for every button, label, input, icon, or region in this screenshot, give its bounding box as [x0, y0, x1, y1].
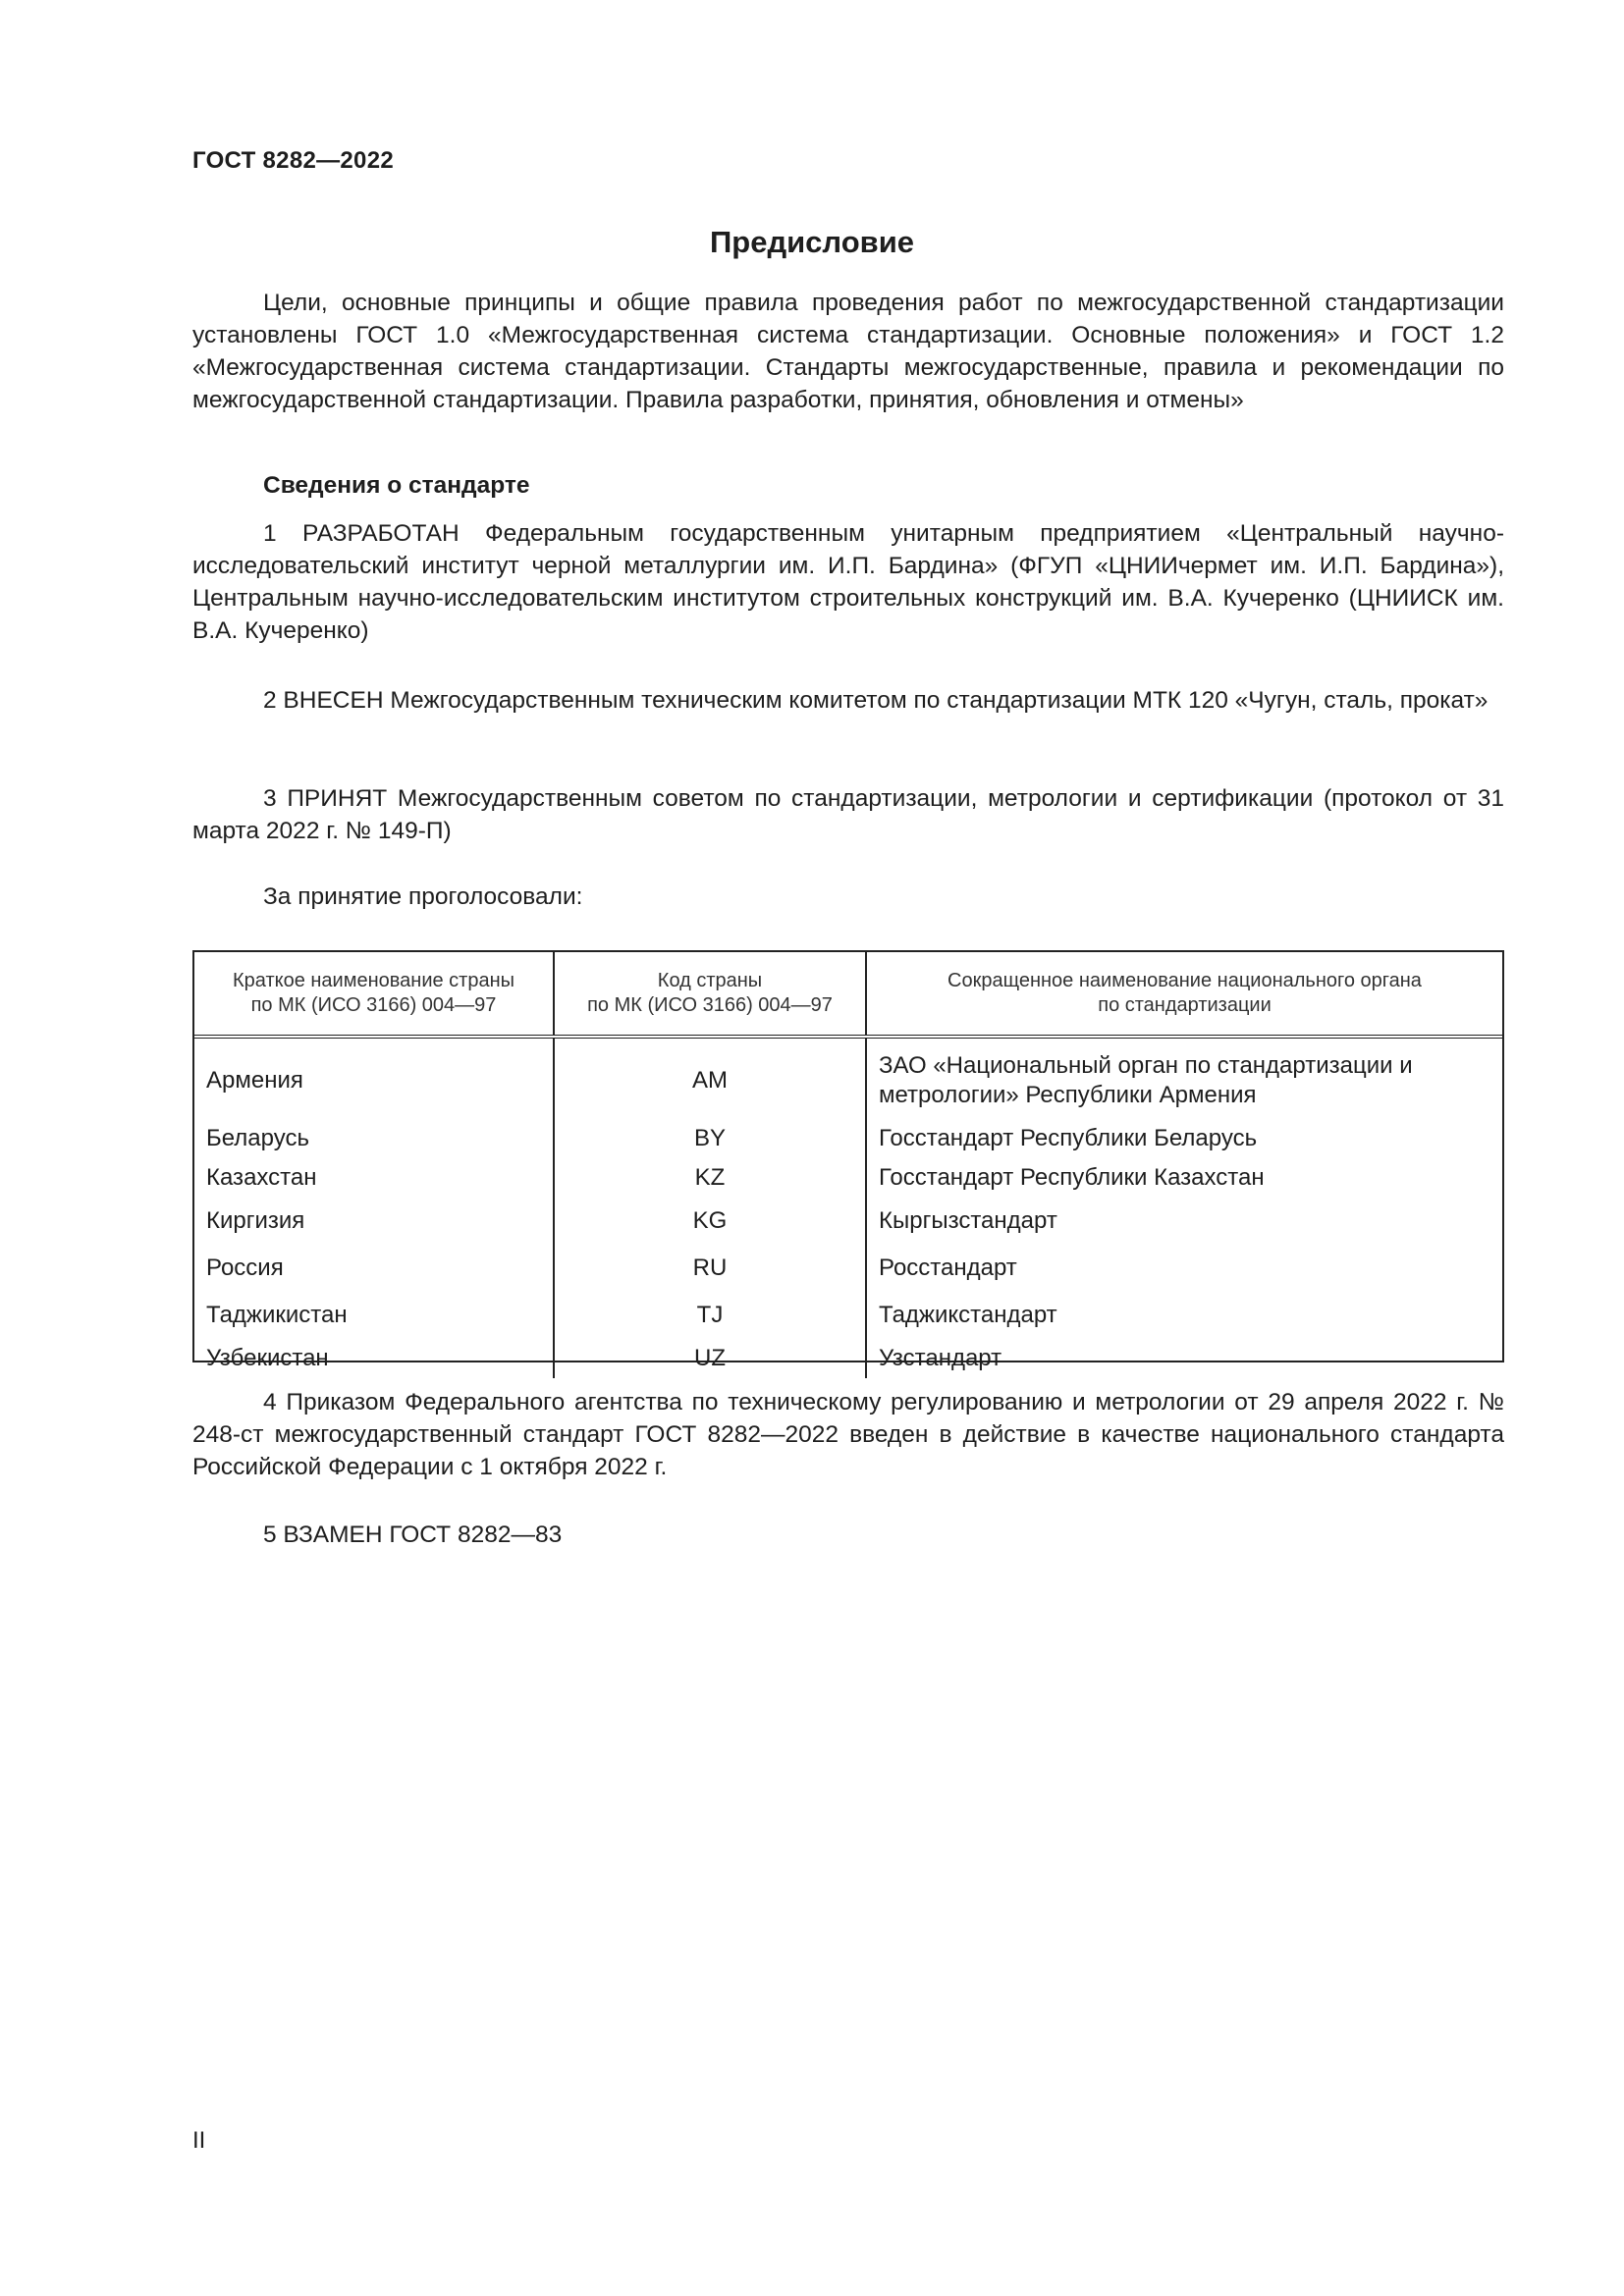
- document-header: ГОСТ 8282—2022: [192, 147, 395, 174]
- country-cell: Узбекистан: [206, 1345, 329, 1371]
- country-cell: Беларусь: [206, 1125, 309, 1151]
- table-row: [194, 1292, 1502, 1339]
- code-cell: AM: [554, 1037, 866, 1119]
- table-row: [194, 1158, 1502, 1198]
- item-5-paragraph: 5 ВЗАМЕН ГОСТ 8282—83: [263, 1522, 563, 1548]
- country-cell: Казахстан: [206, 1164, 317, 1191]
- body-cell: ЗАО «Национальный орган по стандартизации и метрологии» Республики Армения: [866, 1037, 1502, 1119]
- item-2-paragraph: 2 ВНЕСЕН Межгосударственным техническим комитетом по стандартизации МТК 120 «Чугун, сталь, прокат»: [263, 687, 1489, 714]
- table-header-row: [194, 952, 1502, 1037]
- voting-table: [192, 950, 1504, 1371]
- table-row: [194, 1245, 1502, 1292]
- page-number: II: [192, 2127, 206, 2154]
- code-cell: KG: [554, 1198, 866, 1245]
- country-cell: Таджикистан: [206, 1302, 348, 1328]
- intro-paragraph: Цели, основные принципы и общие правила проведения работ по межгосударственной стандартизации установлены ГОСТ 1.0 «Межгосударственная система стандартизации. Основные положения» и ГОСТ 1.2 «Межгосударственная система стандартизации. Стандарты межгосударственные, правила и рекомендации по межгосударственной стандартизации. Правила разработки, принятия, обновления и отмены»: [192, 290, 1504, 413]
- code-cell: RU: [554, 1245, 866, 1292]
- body-cell: Росстандарт: [866, 1245, 1502, 1292]
- table-row: [194, 1339, 1502, 1378]
- item-4-paragraph: 4 Приказом Федерального агентства по техническому регулированию и метрологии от 29 апреля 2022 г. № 248-ст межгосударственный стандарт ГОСТ 8282—2022 введен в действие в качестве национального стандарта Российской Федерации с 1 октября 2022 г.: [192, 1389, 1504, 1480]
- body-cell: Узстандарт: [866, 1339, 1502, 1378]
- body-cell: Таджикстандарт: [866, 1292, 1502, 1339]
- vote-intro-text: За принятие проголосовали:: [263, 883, 583, 910]
- section-heading: Сведения о стандарте: [263, 472, 530, 499]
- code-cell: KZ: [554, 1158, 866, 1198]
- item-1-paragraph: 1 РАЗРАБОТАН Федеральным государственным унитарным предприятием «Центральный научно-исследовательский институт черной металлургии им. И.П. Бардина» (ФГУП «ЦНИИчермет им. И.П. Бардина»), Центральным научно-исследовательским институтом строительных конструкций им. В.А. Кучеренко (ЦНИИСК им. В.А. Кучеренко): [192, 520, 1504, 644]
- column-header-country: Краткое наименование страны по МК (ИСО 3166) 004—97: [194, 952, 554, 1037]
- country-cell: Россия: [206, 1255, 284, 1281]
- page-title: Предисловие: [709, 225, 914, 259]
- code-cell: TJ: [554, 1292, 866, 1339]
- table-row: [194, 1198, 1502, 1245]
- code-cell: UZ: [554, 1339, 866, 1378]
- code-cell: BY: [554, 1119, 866, 1158]
- item-3-paragraph: 3 ПРИНЯТ Межгосударственным советом по стандартизации, метрологии и сертификации (протокол от 31 марта 2022 г. № 149-П): [192, 785, 1504, 844]
- body-cell: Госстандарт Республики Казахстан: [866, 1158, 1502, 1198]
- column-header-code: Код страны по МК (ИСО 3166) 004—97: [554, 952, 866, 1037]
- table-row: [194, 1037, 1502, 1119]
- country-cell: Киргизия: [206, 1207, 305, 1234]
- body-cell: Кыргызстандарт: [866, 1198, 1502, 1245]
- column-header-body: Сокращенное наименование национального органа по стандартизации: [866, 952, 1502, 1037]
- table-row: [194, 1119, 1502, 1158]
- country-cell: Армения: [206, 1067, 303, 1094]
- body-cell: Госстандарт Республики Беларусь: [866, 1119, 1502, 1158]
